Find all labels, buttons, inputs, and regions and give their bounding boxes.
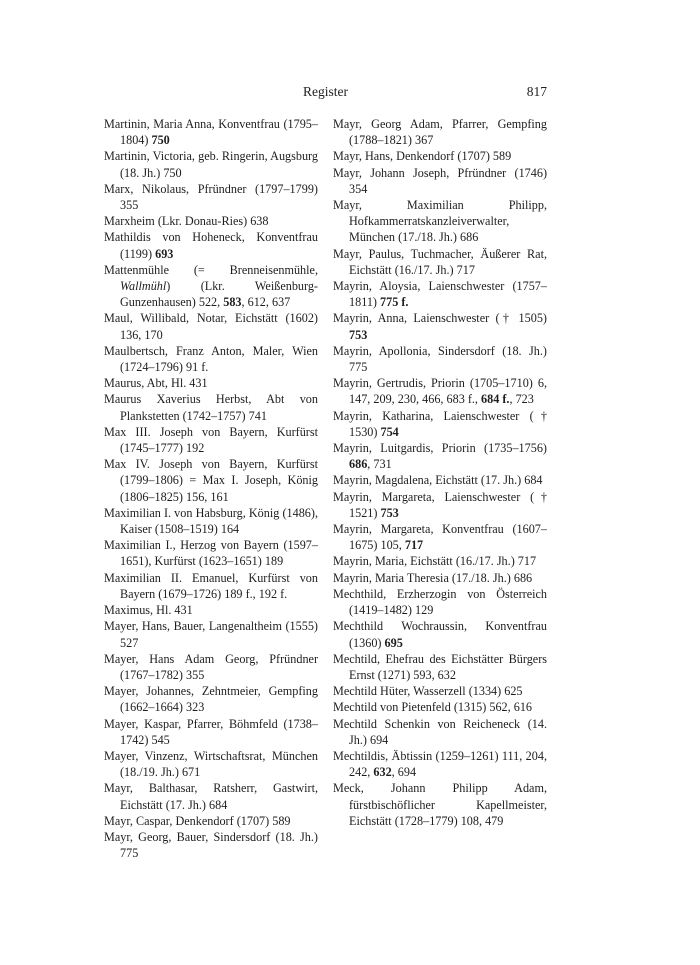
index-entry: Mayer, Hans Adam Georg, Pfründner (1767–1782) 355	[104, 651, 318, 682]
index-entry: Mayrin, Margareta, Konventfrau (1607–1675) 105, 717	[333, 522, 547, 553]
index-entry: Mayrin, Anna, Laienschwester († 1505) 753	[333, 311, 547, 342]
index-entry: Mattenmühle (= Brenneisenmühle, Wallmühl) (Lkr. Weißenburg-Gunzenhausen) 522, 583, 612, 637	[104, 262, 318, 310]
running-title: Register	[303, 84, 348, 99]
index-entry: Meck, Johann Philipp Adam, fürstbischöflicher Kapellmeister, Eichstätt (1728–1779) 108, 479	[333, 781, 547, 828]
page-reference-bold: 775 f.	[380, 295, 409, 310]
page-reference-bold: 753	[349, 327, 368, 342]
index-entry: Maurus Xaverius Herbst, Abt von Plankstetten (1742–1757) 741	[104, 392, 318, 423]
index-column-right	[333, 116, 547, 829]
page-reference-bold: 753	[380, 505, 399, 520]
index-entry: Maximilian I., Herzog von Bayern (1597–1651), Kurfürst (1623–1651) 189	[104, 538, 318, 569]
index-entry: Mayer, Hans, Bauer, Langenaltheim (1555) 527	[104, 619, 318, 650]
page-reference-bold: 693	[155, 246, 174, 261]
index-entry: Maul, Willibald, Notar, Eichstätt (1602) 136, 170	[104, 311, 318, 342]
page-reference-bold: 632	[373, 765, 392, 780]
page-reference-bold: 695	[384, 635, 403, 650]
index-entry: Mayrin, Gertrudis, Priorin (1705–1710) 6, 147, 209, 230, 466, 683 f., 684 f., 723	[333, 376, 547, 407]
index-entry: Mayrin, Margareta, Laienschwester († 1521) 753	[333, 489, 547, 520]
index-entry: Martinin, Maria Anna, Konventfrau (1795–1804) 750	[104, 117, 318, 148]
index-entry: Mayr, Georg, Bauer, Sindersdorf (18. Jh.) 775	[104, 829, 318, 861]
page-reference-bold: 686	[349, 457, 368, 472]
index-entry: Max IV. Joseph von Bayern, Kurfürst (1799–1806) = Max I. Joseph, König (1806–1825) 156, 161	[104, 457, 318, 504]
index-entry: Marxheim (Lkr. Donau-Ries) 638	[104, 214, 269, 229]
index-entry: Mayer, Vinzenz, Wirtschaftsrat, München (18./19. Jh.) 671	[104, 748, 318, 780]
index-entry: Mechthild, Erzherzogin von Österreich (1419–1482) 129	[333, 586, 547, 618]
index-entry: Marx, Nikolaus, Pfründner (1797–1799) 355	[104, 181, 318, 213]
index-entry: Maximilian I. von Habsburg, König (1486), Kaiser (1508–1519) 164	[104, 505, 318, 537]
index-entry: Martinin, Victoria, geb. Ringerin, Augsburg (18. Jh.) 750	[104, 149, 318, 180]
index-entry: Mayrin, Maria, Eichstätt (16./17. Jh.) 717	[333, 554, 537, 569]
index-entry: Maximus, Hl. 431	[104, 603, 193, 618]
index-entry: Mechthild Wochraussin, Konventfrau (1360) 695	[333, 619, 547, 650]
index-entry: Mayrin, Maria Theresia (17./18. Jh.) 686	[333, 570, 533, 585]
index-column-left	[104, 116, 318, 861]
index-entry: Mayr, Caspar, Denkendorf (1707) 589	[104, 813, 291, 828]
page-reference-bold: 754	[380, 424, 399, 439]
italic-name: Wallmühl	[120, 279, 167, 294]
index-entry: Max III. Joseph von Bayern, Kurfürst (1745–1777) 192	[104, 424, 318, 456]
index-entry: Mayrin, Katharina, Laienschwester († 1530) 754	[333, 408, 547, 439]
index-entry: Mayr, Hans, Denkendorf (1707) 589	[333, 149, 512, 164]
index-entry: Mayer, Johannes, Zehntmeier, Gempfing (1662–1664) 323	[104, 684, 318, 715]
index-entry: Mechtild von Pietenfeld (1315) 562, 616	[333, 700, 533, 715]
page-reference-bold: 583	[223, 295, 242, 310]
index-entry: Mathildis von Hoheneck, Konventfrau (1199) 693	[104, 230, 318, 261]
page-reference-bold: 717	[404, 538, 424, 553]
index-entry: Mayr, Johann Joseph, Pfründner (1746) 354	[333, 165, 547, 196]
index-entry: Mechtild Hüter, Wasserzell (1334) 625	[333, 684, 523, 699]
index-entry: Maurus, Abt, Hl. 431	[104, 376, 208, 391]
page-reference-bold: 750	[151, 133, 170, 148]
index-entry: Mayrin, Aloysia, Laienschwester (1757–1811) 775 f.	[333, 279, 547, 310]
index-entry: Mayrin, Apollonia, Sindersdorf (18. Jh.) 775	[333, 343, 547, 375]
index-entry: Mayr, Balthasar, Ratsherr, Gastwirt, Eichstätt (17. Jh.) 684	[104, 781, 318, 812]
index-entry: Mechtildis, Äbtissin (1259–1261) 111, 204, 242, 632, 694	[333, 748, 547, 780]
index-entry: Maulbertsch, Franz Anton, Maler, Wien (1724–1796) 91 f.	[104, 343, 318, 375]
index-entry: Mayrin, Magdalena, Eichstätt (17. Jh.) 684	[333, 473, 543, 488]
index-entry: Mayr, Georg Adam, Pfarrer, Gempfing (1788–1821) 367	[333, 117, 547, 148]
index-entry: Mayr, Maximilian Philipp, Hofkammerratskanzleiverwalter, München (17./18. Jh.) 686	[333, 198, 547, 245]
page-reference-bold: 684 f.	[481, 392, 510, 407]
page-header	[104, 84, 547, 104]
index-entry: Maximilian II. Emanuel, Kurfürst von Bayern (1679–1726) 189 f., 192 f.	[104, 570, 318, 601]
page-number: 817	[526, 84, 547, 99]
index-entry: Mayr, Paulus, Tuchmacher, Äußerer Rat, Eichstätt (16./17. Jh.) 717	[333, 246, 547, 277]
index-entry: Mayer, Kaspar, Pfarrer, Böhmfeld (1738–1742) 545	[104, 716, 318, 747]
index-entry: Mechtild, Ehefrau des Eichstätter Bürgers Ernst (1271) 593, 632	[333, 651, 547, 682]
index-entry: Mayrin, Luitgardis, Priorin (1735–1756) 686, 731	[333, 441, 547, 472]
index-entry: Mechtild Schenkin von Reicheneck (14. Jh.) 694	[333, 716, 547, 747]
